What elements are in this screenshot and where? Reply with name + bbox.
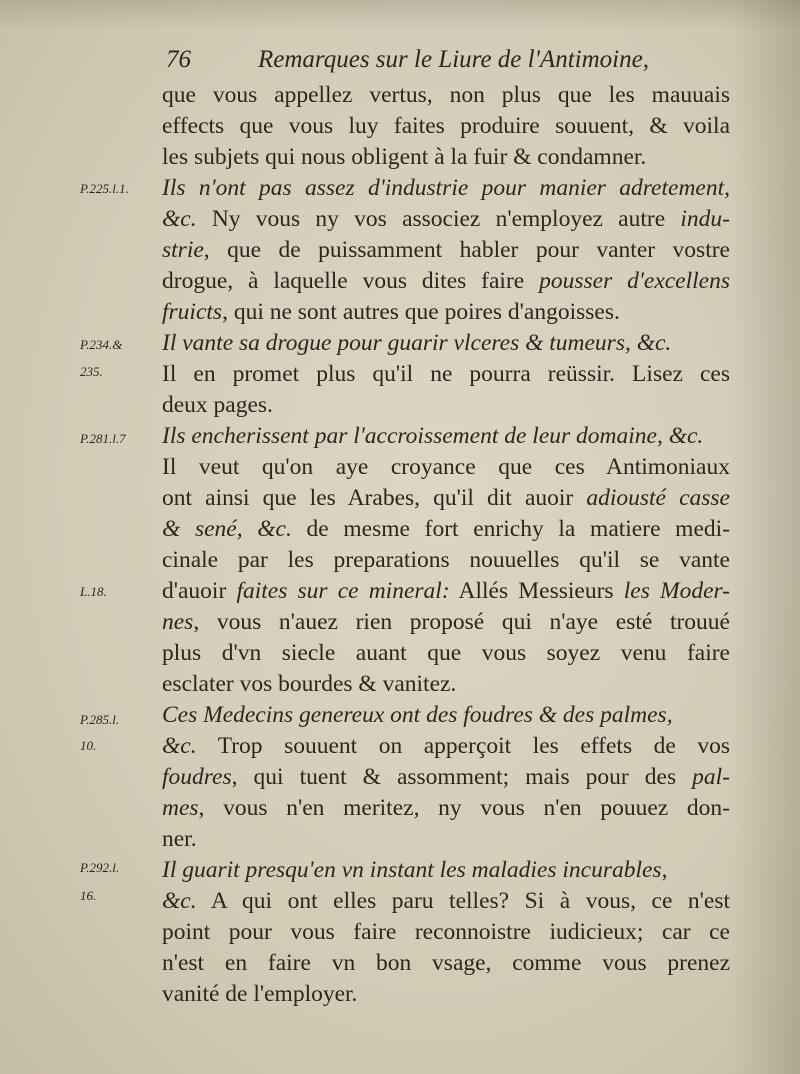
text-line: foudres, qui tuent & assomment; mais pour des pal- <box>162 764 730 790</box>
running-title: Remarques sur le Liure de l'Antimoine, <box>258 46 649 73</box>
margin-note: P.281.l.7 <box>80 431 126 446</box>
italic-span: &c. <box>162 888 197 914</box>
margin-note: P.234.& <box>80 337 123 352</box>
text-line: cinale par les preparations nouuelles qu'il se vante <box>162 547 730 573</box>
text-line <box>162 328 730 359</box>
text-line: les subjets qui nous obligent à la fuir & condamner. <box>162 144 647 170</box>
italic-span: faites sur ce mineral: <box>236 578 450 604</box>
italic-span: mes <box>162 795 199 821</box>
italic-span: foudres <box>162 764 232 790</box>
page-shadow-top <box>0 0 800 30</box>
margin-note: P.292.l. <box>80 860 120 875</box>
text-line: &c. Ny vous ny vos associez n'employez autre indu- <box>162 206 730 232</box>
italic-span: fruicts <box>162 299 223 325</box>
text-line <box>162 173 730 204</box>
text-line: ner. <box>162 826 197 852</box>
text-line: esclater vos bourdes & vanitez. <box>162 671 457 697</box>
text-line: Il veut qu'on aye croyance que ces Antimoniaux <box>162 454 730 480</box>
text-line: Il en promet plus qu'il ne pourra reüssir. Lisez ces <box>162 361 730 387</box>
italic-span: strie <box>162 237 204 263</box>
italic-span: adiousté casse <box>586 485 730 511</box>
italic-span: Ces Medecins genereux ont des foudres & des palmes, <box>162 702 673 728</box>
italic-span: Il vante sa drogue pour guarir vlceres & tumeurs, &c. <box>162 330 672 356</box>
margin-note: 16. <box>80 888 97 903</box>
margin-note: L.18. <box>80 584 107 599</box>
text-line: &c. A qui ont elles paru telles? Si à vous, ce n'est <box>162 888 730 914</box>
italic-span: indu- <box>680 206 730 232</box>
italic-span: &c. <box>162 206 197 232</box>
text-line: d'auoir faites sur ce mineral: Allés Messieurs les Moder- <box>162 578 730 604</box>
page-number: 76 <box>166 46 191 73</box>
italic-span: & sené, &c. <box>162 516 292 542</box>
text-line <box>162 700 730 731</box>
text-line: strie, que de puissamment habler pour vanter vostre <box>162 237 730 263</box>
margin-note: P.285.l. <box>80 712 120 727</box>
margin-note: 235. <box>80 364 103 379</box>
text-line: drogue, à laquelle vous dites faire pousser d'excellens <box>162 268 730 294</box>
text-line: plus d'vn siecle auant que vous soyez venu faire <box>162 640 730 666</box>
italic-span: pal- <box>692 764 730 790</box>
text-line <box>162 855 730 886</box>
text-line: & sené, &c. de mesme fort enrichy la matiere medi- <box>162 516 730 542</box>
text-line: effects que vous luy faites produire souuent, & voila <box>162 113 730 139</box>
text-line <box>162 421 730 452</box>
italic-span: Il guarit presqu'en vn instant les maladies incurables, <box>162 857 668 883</box>
italic-span: pousser d'excellens <box>539 268 730 294</box>
page-shadow-right <box>730 0 800 1074</box>
italic-span: nes <box>162 609 194 635</box>
margin-note: P.225.l.1. <box>80 181 129 196</box>
text-line: que vous appellez vertus, non plus que les mauuais <box>162 82 730 108</box>
margin-note: 10. <box>80 738 97 753</box>
running-header <box>166 44 726 82</box>
text-line: deux pages. <box>162 392 273 418</box>
italic-span: Ils encherissent par l'accroissement de leur domaine, &c. <box>162 423 704 449</box>
italic-span: Ils n'ont pas assez d'industrie pour manier adretement, <box>162 175 730 201</box>
text-line: ont ainsi que les Arabes, qu'il dit auoir adiousté casse <box>162 485 730 511</box>
text-line: &c. Trop souuent on apperçoit les effets de vos <box>162 733 730 759</box>
text-line: n'est en faire vn bon vsage, comme vous prenez <box>162 950 730 976</box>
italic-span: &c. <box>162 733 197 759</box>
text-line: nes, vous n'auez rien proposé qui n'aye esté trouué <box>162 609 730 635</box>
text-line: point pour vous faire reconnoistre iudicieux; car ce <box>162 919 730 945</box>
text-line: mes, vous n'en meritez, ny vous n'en pouuez don- <box>162 795 730 821</box>
text-line: fruicts, qui ne sont autres que poires d'angoisses. <box>162 299 620 325</box>
italic-span: les Moder- <box>623 578 730 604</box>
text-line: vanité de l'employer. <box>162 981 358 1007</box>
